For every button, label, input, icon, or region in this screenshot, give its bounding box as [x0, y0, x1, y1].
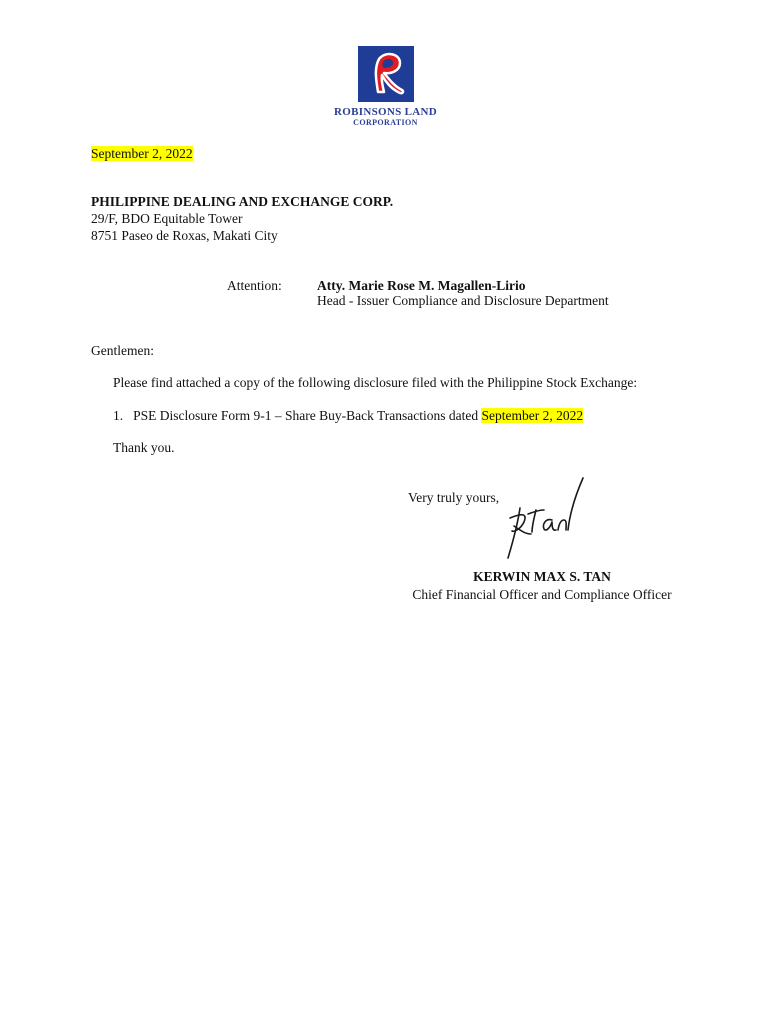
- list-item-text: PSE Disclosure Form 9-1 – Share Buy-Back Transactions dated: [133, 408, 479, 423]
- signatory-title: Chief Financial Officer and Compliance Officer: [412, 587, 672, 602]
- logo-company-suffix: CORPORATION: [353, 118, 418, 127]
- recipient-address-line2: 8751 Paseo de Roxas, Makati City: [91, 228, 278, 243]
- attention-name: Atty. Marie Rose M. Magallen-Lirio: [317, 278, 526, 293]
- recipient-address-line1: 29/F, BDO Equitable Tower: [91, 211, 243, 226]
- list-item-date: September 2, 2022: [481, 408, 584, 423]
- robinsons-r-logo-icon: [358, 46, 414, 102]
- letter-date: [91, 145, 193, 162]
- closing-line: Very truly yours,: [408, 490, 500, 505]
- attention-title: Head - Issuer Compliance and Disclosure Department: [317, 293, 609, 308]
- salutation: Gentlemen:: [91, 343, 154, 358]
- letter-date-text: September 2, 2022: [91, 146, 193, 161]
- body-paragraph: Please find attached a copy of the following disclosure filed with the Philippine Stock Exchange:: [113, 375, 638, 390]
- signatory-name: KERWIN MAX S. TAN: [473, 569, 611, 584]
- handwritten-signature-icon: [498, 474, 588, 564]
- attention-label: Attention:: [227, 278, 282, 293]
- disclosure-list-item: [113, 407, 583, 424]
- logo-company-name: ROBINSONS LAND: [334, 106, 437, 118]
- recipient-company: PHILIPPINE DEALING AND EXCHANGE CORP.: [91, 194, 394, 209]
- list-item-number: 1.: [113, 408, 124, 423]
- thanks-line: Thank you.: [113, 440, 175, 455]
